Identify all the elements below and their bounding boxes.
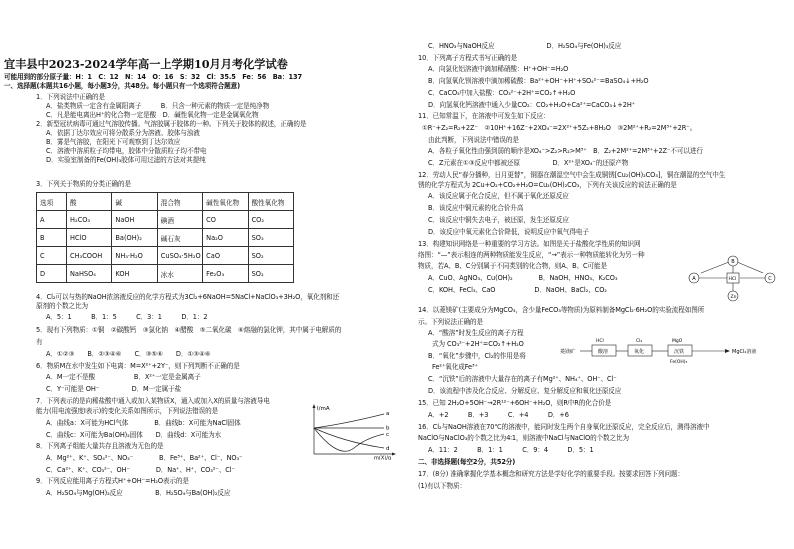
table-header-cell: 酸 [67,193,112,211]
q14-option-d: D．该流程中涉及化合反应、分解反应、复分解反应和氧化还原反应 [428,387,622,395]
flow-step-product: MgCl₂溶液 [732,349,757,355]
q4-stem-cont: 原剂的个数之比为 [36,302,88,310]
q8-stem: 8．下列离子组能大量共存且溶液为无色的是 [36,442,164,450]
q1-options-ab: A．盐类物质一定含有金属阳离子 B．只含一种元素的物质一定是纯净物 [46,102,270,110]
x-axis-arrow [392,453,396,456]
q1-stem: 1．下列说法中正确的是 [36,93,106,101]
table-cell: SO₃ [248,229,293,247]
q3-stem: 3．下列关于物质的分类正确的是 [36,180,132,188]
q14-process-flow [560,336,780,364]
q4-options: A．5：1 B．1：5 C．3：1 D．1：2 [46,313,208,321]
table-row [37,229,294,247]
edge-a-b [701,262,729,273]
q10-option-c: C．CaCO₃中加入盐酸：CO₃²⁻+2H⁺=CO₂↑+H₂O [428,89,576,97]
q10-option-a: A．向氯化铝溶液中滴加稀硝酸：H⁺+OH⁻=H₂O [428,65,569,73]
q11-stem: 11．已知常温下，在溶液中可发生如下反应： [418,112,550,120]
atomic-masses: 可能用到的部分原子量：H：1 C：12 N：14 O：16 S：32 Cl：35.5 Fe：56 Ba：137 [4,73,302,81]
q11-options-cd: C．Z元素在①③反应中都被还原 D．X²⁺是XO₄⁻的还原产物 [428,159,629,167]
table-cell: CO₂ [248,211,293,229]
node-a-label: A [692,276,696,282]
q12-option-c: C．该反应中铜失去电子，被还原，发生还原反应 [428,216,569,224]
q6-options-ab: A．M一定不是酸 B．X²⁺一定是金属离子 [46,373,201,381]
flow-step-oxidize: 氧化 [634,349,645,355]
table-row [37,211,294,229]
q11-options-ab: A．各粒子氧化性由强到弱的顺序是XO₄⁻>Z₂>R₂>M³⁺ B．Z₂+2M²⁺=2M³⁺+2Z⁻不可以进行 [428,147,703,155]
node-hcl-label: HCl [728,277,737,282]
q14-stem: 14．以菱镁矿(主要成分为MgCO₃，含少量FeCO₃等物质)为原料制备MgCl₂·6H₂O的实验流程如图所 [418,306,705,314]
table-cell: HClO [67,229,112,247]
curve-label-a: a [386,411,390,417]
curve-label-b: b [386,425,390,432]
node-zn-label: Zn [730,295,737,300]
q14-option-b-cont: Fe²⁺氧化成Fe³⁺ [432,363,478,371]
curve-d [314,428,384,448]
q2-option-c: C．溶液中溶质粒子均带电，胶体中分散质粒子均不带电 [46,147,207,155]
q13-stem-cont2: 物质，若A、B、C分别属于不同类别的化合物，则A、B、C可能是 [418,262,608,270]
q8-options-cd: C．Ca²⁺、K⁺、CO₃²⁻、OH⁻ D．Na⁺、H⁺、CO₃²⁻、Cl⁻ [46,466,235,474]
q14-option-a-cont: 式为 CO₃²⁻+2H⁺=CO₂↑+H₂O [432,340,524,348]
q15-options: A．+2 B．+3 C．+4 D．+6 [428,411,569,419]
table-cell: D [37,265,67,283]
table-cell: B [37,229,67,247]
q12-option-b: B．该反应中铜元素的化合价升高 [428,204,524,212]
table-cell: NaOH [112,211,157,229]
table-cell: 碱石灰 [157,229,202,247]
q7-stem: 7．下列表示的是向稀盐酸中通入或加入某物质X，通入或加入X的质量与溶液导电 [36,397,270,405]
q8-options-ab: A．Mg²⁺、K⁺、SO₄²⁻、NO₃⁻ B．Fe³⁺、Ba²⁺、Cl⁻、NO₃⁻ [46,454,243,462]
q6-stem: 6．物质M在水中发生如下电离：M=X²⁺+2Y⁻，则下列判断不正确的是 [36,362,240,370]
y-axis-arrow [313,404,316,408]
table-header-cell: 碱性氧化物 [203,193,248,211]
q9-options-ab: A．H₂SO₄与Mg(OH)₂反应 B．H₂SO₄与Ba(OH)₂反应 [46,489,231,497]
q2-option-d: D．实验室制备的Fe(OH)₃胶体可用过滤的方法对其提纯 [46,156,206,164]
exam-title: 宜丰县中2023-2024学年高一上学期10月月考化学试卷 [4,57,288,71]
q17-part1: (1)有以下物质： [418,482,467,490]
q4-stem: 4．Cl₂可以与热的NaOH浓溶液反应的化学方程式为3Cl₂+6NaOH=5NaCl+NaClO₃+3H₂O，氧化剂和还 [36,293,340,301]
q7-options-cd: C．曲线c：X可能为Ba(OH)₂固体 D．曲线d：X可能为水 [46,431,222,439]
table-cell: H₂CO₃ [67,211,112,229]
q11-stem-cont: 由此判断，下列说法中错误的是 [428,136,519,144]
q14-option-b: B．“氧化”步骤中，Cl₂的作用是将 [428,352,526,360]
table-header-cell: 碱 [112,193,157,211]
section1-header: 一、选择题(本题共16小题，每小题3分，共48分。每小题只有一个选项符合题意) [4,82,241,90]
table-row [37,265,294,283]
q14-option-c: C．“沉铁”后的溶液中大量存在的离子有Mg²⁺、NH₄⁺、OH⁻、Cl⁻ [428,375,617,383]
q15-stem: 15．已知 2H₂O+5OH⁻→2R¹²⁻+6OH⁻+H₂O，则R中R的化合价是 [418,399,612,407]
q2-stem: 2．新型冠状病毒可通过气溶胶传播。气溶胶属于胶体的一种。下列关于胶体的叙述，正确的是 [36,120,307,128]
q12-stem: 12．劳动人民“春分播种，日月更替”，铜器在潮湿空气中会生成铜锈[Cu₂(OH)₂CO₃]，铜在潮湿的空气中生 [418,171,726,179]
q13-options-cd: C．KOH、FeCl₃、CaO D．NaOH、BaCl₂、CO₂ [428,286,607,294]
q16-options: A．11：2 B．1：1 C．9：4 D．5：1 [428,446,594,454]
q9-options-cd: C．HNO₃与NaOH反应 D．H₂SO₄与Fe(OH)₃反应 [428,42,622,50]
q2-option-b: B．雾是气溶胶，在阳光下可观察到丁达尔效应 [46,138,181,146]
table-cell: Fe₂O₃ [203,265,248,283]
q12-stem-cont: 锈的化学方程式为 2Cu+O₂+CO₂+H₂O=Cu₂(OH)₂CO₃，下列有关该反应的说法正确的是 [418,181,677,189]
q2-option-a: A．依据丁达尔效应可将分散系分为溶液、胶体与浊液 [46,129,200,137]
q13-hcl-network-diagram [686,254,778,302]
flow-step-ore: 菱镁矿 [560,349,576,355]
table-cell: KOH [112,265,157,283]
q6-options-cd: C．Y⁻可能是 OH⁻ D．M一定属于盐 [46,385,182,393]
flow-label-mgo: MgO [672,339,683,344]
x-axis-label: m(X)/g [374,455,392,460]
curve-label-c: c [386,432,390,438]
curve-a [314,414,384,428]
y-axis-label: I/mA [317,406,330,412]
edge-b-c [737,262,763,273]
q10-option-b: B．向氢氧化钡溶液中滴加稀硫酸：Ba²⁺+OH⁻+H⁺+SO₄²⁻=BaSO₄↓+H₂O [428,77,649,85]
curve-label-d: d [386,446,390,452]
flow-step-precip: 沉铁 [674,349,685,355]
flow-label-fe: Fe(OH)₃ [670,360,688,364]
table-cell: A [37,211,67,229]
q13-options-ab: A．CuO、AgNO₃、Cu(OH)₂ B．NaOH、HNO₃、K₂CO₃ [428,274,618,282]
table-cell: CuSO₄·5H₂O [157,247,202,265]
q7-conductivity-graph [304,402,398,460]
table-cell: Ba(OH)₂ [112,229,157,247]
table-cell: C [37,247,67,265]
q14-stem-cont: 示。下列说法正确的是 [418,318,483,326]
q17-stem: 17．(8分) 准确掌握化学基本概念和研究方法是学好化学的重要手段。按要求回答下列问题： [418,470,684,478]
q7-stem-cont: 能力(用电流强度I表示)的变化关系如图所示，下列说法错误的是 [36,407,219,415]
q5-stem-cont: 有 [36,338,43,346]
table-header-cell: 选项 [37,193,67,211]
node-c-label: C [768,276,772,282]
curve-c [314,428,384,451]
q9-stem: 9．下列反应能用离子方程式H⁺+OH⁻=H₂O表示的是 [36,477,189,485]
q14-option-a: A．“酸溶”时发生反应的离子方程 [428,329,524,337]
table-cell: NaHSO₄ [67,265,112,283]
table-cell: CH₃COOH [67,247,112,265]
table-cell: Na₂O [203,229,248,247]
q13-stem: 13．构建知识网络是一种重要的学习方法。如图是关于盐酸化学性质的知识网 [418,240,641,248]
q13-stem-cont: 络图：“—”表示相连的两种物质能发生反应，“→”表示一种物质能转化为另一种 [418,251,645,259]
table-cell: 碘酒 [157,211,202,229]
table-header-cell: 酸性氧化物 [248,193,293,211]
flow-arrow-head [725,349,730,353]
q16-stem-cont: NaClO与NaClO₃的个数之比为4∶1，则溶液中NaCl与NaClO的个数之比为 [418,434,630,442]
q7-options-ab: A．曲线a：X可能为HCl气体 B．曲线b：X可能为NaCl固体 [46,419,241,427]
q5-stem: 5．现有下列物质：①铜 ②碳酸钙 ③氯化钠 ④醋酸 ⑤二氧化碳 ⑥熔融的氯化钾，其中属于电解质的 [36,326,342,334]
table-cell: SO₂ [248,265,293,283]
table-cell: 冰水 [157,265,202,283]
table-cell: NH₃·H₂O [112,247,157,265]
table-row [37,247,294,265]
q12-option-a: A．该反应属于化合反应，但不属于氧化还原反应 [428,192,569,200]
table-cell: SO₂ [248,247,293,265]
table-cell: CaO [203,247,248,265]
q16-stem: 16．Cl₂与NaOH溶液在70℃的溶液中，能同时发生两个自身氧化还原反应，完全反应后，测得溶液中 [418,423,710,431]
q11-reactions: ①R⁻+Z₂=R₂+2Z⁻ ②10H⁺+16Z⁻+2XO₄⁻=2X²⁺+5Z₂+8H₂O ③2M²⁺+R₂=2M³⁺+2R⁻。 [422,124,697,132]
q3-classification-table [36,192,294,283]
flow-step-acid: 酸溶 [598,349,609,355]
q10-option-d: D．向氢氧化钙溶液中通入少量CO₂：CO₂+H₂O+Ca²⁺=CaCO₃↓+2H⁺ [428,101,636,109]
q1-options-cd: C．凡是能电离出H⁺的化合物一定是酸 D．碱性氧化物一定是金属氧化物 [46,111,259,119]
section2-header: 二、非选择题(每空2分，共52分) [418,458,516,466]
q5-options: A．①②③ B．②③④⑥ C．③⑤⑥ D．①③④⑥ [46,350,211,358]
q12-option-d: D．该反应中氧元素化合价降低，说明反应中氧气得电子 [428,228,589,236]
q10-stem: 10．下列离子方程式书写正确的是 [418,54,518,62]
flow-label-cl2: Cl₂ [636,339,643,344]
node-b-label: B [731,259,735,265]
flow-label-hcl: HCl [596,339,604,344]
table-header-cell: 混合物 [157,193,202,211]
table-cell: CO [203,211,248,229]
table-header-row [37,193,294,211]
